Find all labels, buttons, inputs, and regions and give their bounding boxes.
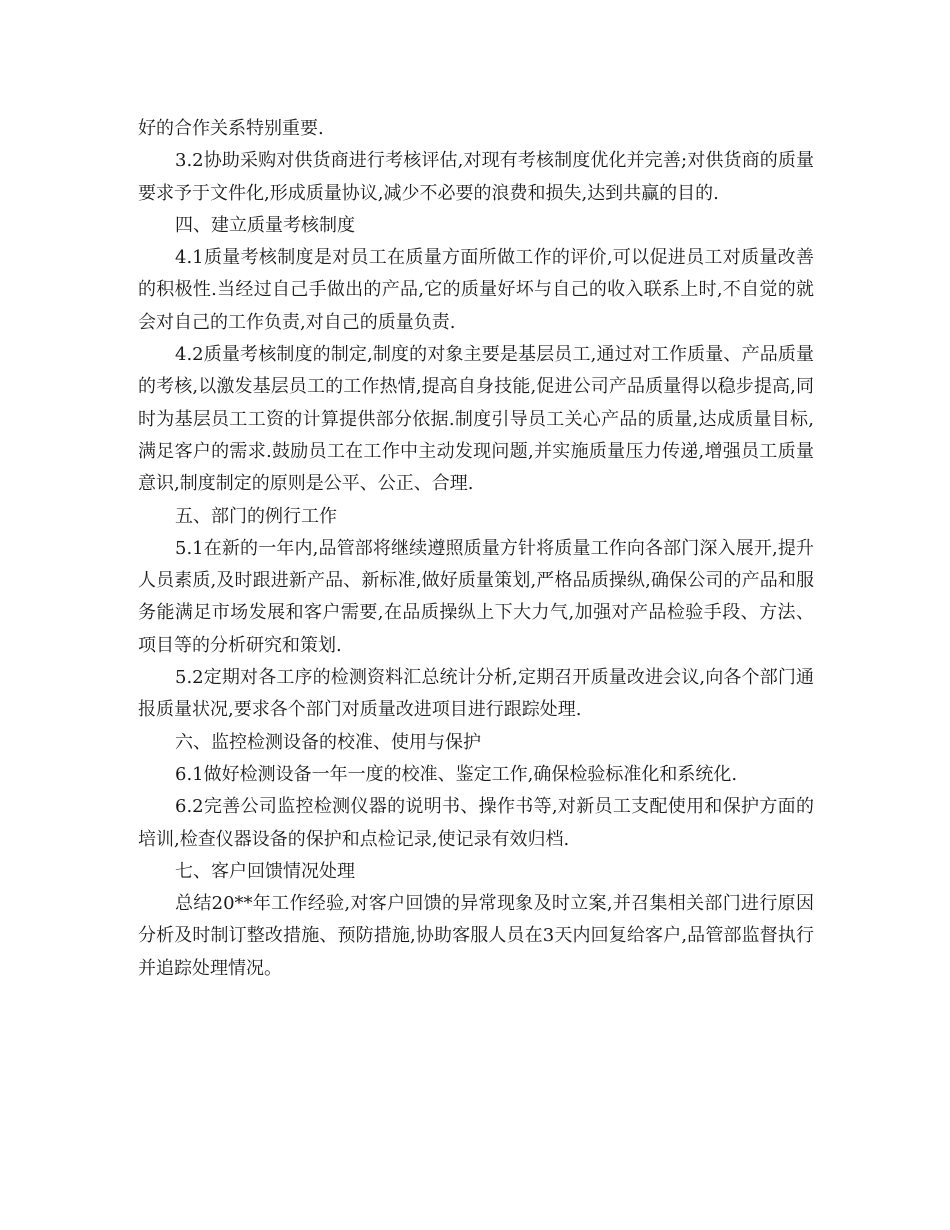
paragraph-5-1: 5.1在新的一年内,品管部将继续遵照质量方针将质量工作向各部门深入展开,提升人员素质,及时跟进新产品、新标准,做好质量策划,严格品质操纵,确保公司的产品和服务能满足市场发展和客户需要,在品质操纵上下大力气,加强对产品检验手段、方法、项目等的分析研究和策划. xyxy=(138,537,814,656)
paragraph-5-2: 5.2定期对各工序的检测资料汇总统计分析,定期召开质量改进会议,向各个部门通报质量状况,要求各个部门对质量改进项目进行跟踪处理. xyxy=(138,667,814,721)
paragraph-summary: 总结20**年工作经验,对客户回馈的异常现象及时立案,并召集相关部门进行原因分析及时制订整改措施、预防措施,协助客服人员在3天内回复给客户,品管部监督执行并追踪处理情况。 xyxy=(138,893,814,979)
paragraph-continuation: 好的合作关系特别重要. xyxy=(138,118,324,139)
paragraph-6-2: 6.2完善公司监控检测仪器的说明书、操作书等,对新员工支配使用和保护方面的培训,检查仪器设备的保护和点检记录,使记录有效归档. xyxy=(138,796,814,850)
paragraph-3-2: 3.2协助采购对供货商进行考核评估,对现有考核制度优化并完善;对供货商的质量要求予于文件化,形成质量协议,减少不必要的浪费和损失,达到共赢的目的. xyxy=(138,150,814,204)
paragraph-4-1: 4.1质量考核制度是对员工在质量方面所做工作的评价,可以促进员工对质量改善的积极性.当经过自己手做出的产品,它的质量好坏与自己的收入联系上时,不自觉的就会对自己的工作负责,对自己的质量负责. xyxy=(138,247,814,333)
section-heading-7: 七、客户回馈情况处理 xyxy=(175,860,355,882)
document-page xyxy=(138,113,814,985)
section-heading-5: 五、部门的例行工作 xyxy=(175,505,337,527)
paragraph-6-1: 6.1做好检测设备一年一度的校准、鉴定工作,确保检验标准化和系统化. xyxy=(175,763,738,785)
section-heading-4: 四、建立质量考核制度 xyxy=(175,214,355,236)
paragraph-4-2: 4.2质量考核制度的制定,制度的对象主要是基层员工,通过对工作质量、产品质量的考核,以激发基层员工的工作热情,提高自身技能,促进公司产品质量得以稳步提高,同时为基层员工工资的计算提供部分依据.制度引导员工关心产品的质量,达成质量目标,满足客户的需求.鼓励员工在工作中主动发现问题,并实施质量压力传递,增强员工质量意识,制度制定的原则是公平、公正、合理. xyxy=(138,344,814,495)
section-heading-6: 六、监控检测设备的校准、使用与保护 xyxy=(175,731,481,753)
